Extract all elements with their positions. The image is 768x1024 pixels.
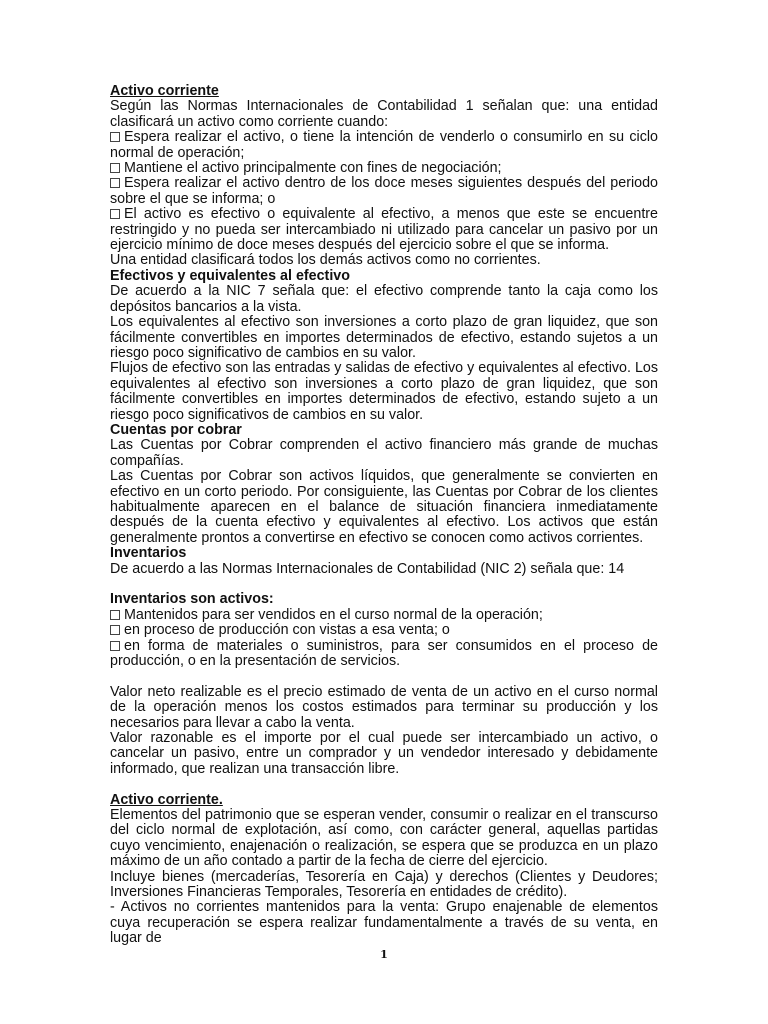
paragraph: De acuerdo a las Normas Internacionales de Contabilidad (NIC 2) señala que: 14 [110,560,625,577]
bullet-item [110,161,658,176]
paragraph: Flujos de efectivo son las entradas y salidas de efectivo y equivalentes al efectivo. Los equivalentes al efectivo son inversiones a corto plazo de gran liquidez, que son fácilmente convertibles en importes determinados de efectivo, estando sujeto a un riesgo poco significativos de cambios en su valor. [110,360,658,423]
bullet-box-icon [110,163,120,173]
heading-inventarios: Inventarios [110,545,187,562]
paragraph: Una entidad clasificará todos los demás activos como no corrientes. [110,252,541,269]
document-page [110,84,658,947]
bullet-item [110,207,658,253]
paragraph: Las Cuentas por Cobrar comprenden el activo financiero más grande de muchas compañías. [110,437,658,469]
bullet-box-icon [110,625,120,635]
bullet-text: en forma de materiales o suministros, para ser consumidos en el proceso de producción, o en la presentación de servicios. [110,637,658,670]
bullet-box-icon [110,610,120,620]
paragraph: Los equivalentes al efectivo son inversiones a corto plazo de gran liquidez, que son fácilmente convertibles en importes determinados de efectivo, estando sujetos a un riesgo poco significativo de cambios en su valor. [110,314,658,361]
bullet-item [110,608,658,623]
bullet-box-icon [110,132,120,142]
blank-line [110,669,658,684]
paragraph: De acuerdo a la NIC 7 señala que: el efectivo comprende tanto la caja como los depósitos bancarios a la vista. [110,283,658,315]
bullet-box-icon [110,641,120,651]
heading-inventarios-son-activos: Inventarios son activos: [110,591,274,608]
page-number: 1 [380,948,388,961]
bullet-item [110,623,658,638]
bullet-box-icon [110,178,120,188]
bullet-text: Espera realizar el activo, o tiene la intención de venderlo o consumirlo en su ciclo normal de operación; [110,129,658,161]
bullet-text: Mantenidos para ser vendidos en el curso normal de la operación; [124,606,543,623]
paragraph: Valor neto realizable es el precio estimado de venta de un activo en el curso normal de la operación menos los costos estimados para terminar su producción y los necesarios para llevar a cabo la venta. [110,683,658,731]
bullet-text: Mantiene el activo principalmente con fines de negociación; [124,160,502,177]
heading-cuentas-por-cobrar: Cuentas por cobrar [110,421,242,438]
bullet-item [110,176,658,207]
heading-activo-corriente-2: Activo corriente. [110,791,223,808]
bullet-box-icon [110,209,120,219]
bullet-text: El activo es efectivo o equivalente al efectivo, a menos que este se encuentre restringido y no pueda ser intercambiado ni utilizado para cancelar un pasivo por un ejercicio mínimo de doce meses después del ejercicio sobre el que se informa. [110,206,658,254]
heading-activo-corriente: Activo corriente [110,83,219,99]
heading-efectivos: Efectivos y equivalentes al efectivo [110,267,350,284]
paragraph: Las Cuentas por Cobrar son activos líquidos, que generalmente se convierten en efectivo en un corto periodo. Por consiguiente, las Cuentas por Cobrar de los clientes habitualmente aparecen en el balance de situación financiera inmediatamente después de la cuenta efectivo y equivalentes al efectivo. Los activos que están generalmente prontos a convertirse en efectivo se conocen como activos corrientes. [110,468,658,546]
bullet-item [110,639,658,670]
paragraph: - Activos no corrientes mantenidos para la venta: Grupo enajenable de elementos cuya recuperación se espera realizar fundamentalmente a través de su venta, en lugar de [110,899,658,947]
bullet-text: Espera realizar el activo dentro de los doce meses siguientes después del periodo sobre el que se informa; o [110,175,658,207]
blank-line [110,577,658,592]
paragraph: Elementos del patrimonio que se esperan vender, consumir o realizar en el transcurso del ciclo normal de explotación, así como, con carácter general, aquellas partidas cuyo vencimiento, enajenación o realización, se espera que se produzca en un plazo máximo de un año contado a partir de la fecha de cierre del ejercicio. [110,807,658,870]
bullet-item [110,130,658,161]
paragraph: Valor razonable es el importe por el cual puede ser intercambiado un activo, o cancelar un pasivo, entre un comprador y un vendedor interesado y debidamente informado, que realizan una transacción libre. [110,730,658,777]
paragraph: Según las Normas Internacionales de Contabilidad 1 señalan que: una entidad clasificará un activo como corriente cuando: [110,98,658,130]
bullet-text: en proceso de producción con vistas a esa venta; o [124,622,450,639]
paragraph: Incluye bienes (mercaderías, Tesorería en Caja) y derechos (Clientes y Deudores; Inversiones Financieras Temporales, Tesorería en entidades de crédito). [110,868,658,901]
blank-line [110,777,658,792]
